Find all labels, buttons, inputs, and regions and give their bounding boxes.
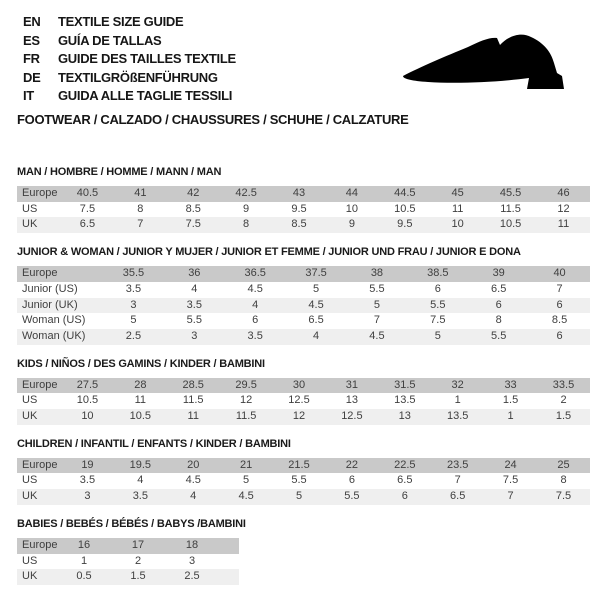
size-value: 5.5 — [430, 298, 446, 311]
size-value: 28.5 — [182, 378, 204, 391]
size-value: 45.5 — [499, 187, 522, 199]
size-value: 3.5 — [132, 490, 148, 503]
size-value: 3 — [84, 490, 91, 503]
size-value: 5.5 — [491, 329, 507, 342]
size-value: 4 — [137, 474, 144, 487]
language-code: IT — [23, 88, 34, 103]
size-value: 4.5 — [185, 474, 201, 487]
size-value: 4.5 — [247, 282, 263, 295]
size-value: 2.5 — [184, 570, 200, 583]
section-title: MAN / HOMBRE / HOMME / MANN / MAN — [17, 166, 222, 178]
table-row — [17, 202, 590, 218]
size-value: 5.5 — [186, 314, 202, 327]
language-code: ES — [23, 32, 40, 48]
size-value: 11.5 — [182, 394, 204, 407]
size-value: 10.5 — [76, 394, 99, 407]
size-value: 3.5 — [79, 474, 96, 487]
size-value: 12 — [292, 410, 306, 423]
size-value: 8 — [495, 314, 502, 327]
language-line — [23, 50, 236, 69]
row-label: Europe — [22, 458, 58, 471]
size-value: 5 — [295, 490, 303, 503]
size-value: 11 — [187, 410, 199, 423]
size-table-children — [17, 458, 590, 505]
row-label: Europe — [22, 187, 58, 199]
size-value: 4.5 — [369, 329, 385, 342]
table-row — [17, 282, 590, 298]
size-value: 6 — [252, 314, 259, 327]
size-table-junior-woman — [17, 266, 590, 345]
table-row — [17, 217, 590, 233]
size-value: 33.5 — [552, 378, 575, 391]
size-value: 21.5 — [288, 458, 310, 471]
spacer-cell — [219, 569, 239, 585]
category-title: FOOTWEAR / CALZADO / CHAUSSURES / SCHUHE / CALZATURE — [17, 112, 409, 127]
table-row — [17, 458, 590, 474]
size-value: 37.5 — [305, 267, 327, 280]
size-value: 4 — [313, 329, 320, 342]
size-table-babies — [17, 538, 239, 585]
size-value: 4 — [191, 282, 198, 295]
size-value: 7.5 — [555, 490, 572, 503]
size-value: 8 — [560, 474, 567, 487]
size-value: 12 — [239, 394, 253, 407]
size-value: 3 — [191, 329, 198, 342]
size-value: 31.5 — [394, 378, 416, 391]
size-value: 1 — [507, 410, 514, 423]
size-value: 7 — [137, 218, 144, 231]
size-value: 44.5 — [394, 187, 416, 199]
table-row — [17, 313, 590, 329]
size-value: 12.5 — [341, 410, 363, 423]
row-label: Europe — [22, 267, 58, 280]
section-title: BABIES / BEBÉS / BÉBÉS / BABYS /BAMBINI — [17, 517, 246, 530]
size-value: 6.5 — [397, 474, 413, 487]
table-row — [17, 329, 590, 345]
size-value: 10.5 — [129, 410, 152, 423]
dress-shoe-icon — [396, 30, 580, 96]
size-value: 2 — [560, 394, 567, 407]
language-code: FR — [23, 51, 40, 66]
size-value: 2 — [134, 554, 142, 567]
row-label: Woman (US) — [22, 314, 86, 327]
size-value: 41 — [134, 187, 147, 199]
size-value: 11.5 — [500, 202, 521, 215]
size-value: 5.5 — [344, 490, 360, 503]
language-label: GUIDA ALLE TAGLIE TESSILI — [58, 88, 233, 103]
section-title: KIDS / NIÑOS / DES GAMINS / KINDER / BAMBINI — [17, 357, 265, 370]
size-value: 4 — [190, 490, 197, 503]
size-value: 9 — [348, 218, 355, 231]
size-value: 8.5 — [551, 314, 568, 327]
table-row — [17, 409, 590, 425]
size-value: 35.5 — [122, 267, 145, 280]
row-label: US — [22, 394, 38, 407]
size-value: 18 — [185, 538, 199, 551]
table-row — [17, 393, 590, 409]
row-label: Junior (US) — [22, 282, 78, 295]
size-value: 10.5 — [499, 218, 522, 231]
size-value: 7.5 — [430, 314, 446, 327]
row-label: US — [22, 554, 38, 567]
size-value: 2.5 — [125, 329, 142, 342]
table-row — [17, 569, 239, 585]
size-value: 38 — [370, 267, 384, 280]
size-value: 10 — [81, 410, 94, 423]
size-table-kids — [17, 378, 590, 425]
size-value: 7 — [454, 474, 461, 487]
size-value: 38.5 — [427, 267, 449, 280]
size-value: 7 — [373, 314, 380, 327]
size-value: 1.5 — [130, 570, 146, 583]
size-section-kids — [17, 358, 590, 425]
row-label: UK — [22, 570, 38, 583]
table-row — [17, 489, 590, 505]
size-value: 7 — [556, 282, 563, 295]
size-value: 36 — [188, 267, 201, 280]
size-value: 36.5 — [244, 267, 266, 280]
size-value: 11.5 — [235, 410, 257, 423]
language-label: GUIDE DES TAILLES TEXTILE — [58, 51, 236, 66]
section-title: CHILDREN / INFANTIL / ENFANTS / KINDER / BAMBINI — [17, 437, 291, 450]
size-value: 8 — [243, 218, 250, 231]
size-value: 8 — [137, 202, 144, 215]
row-label: UK — [22, 490, 38, 503]
size-value: 17 — [131, 538, 145, 551]
size-value: 3.5 — [186, 298, 202, 311]
size-value: 11 — [557, 218, 570, 231]
size-value: 9 — [243, 202, 250, 215]
size-value: 1 — [454, 394, 461, 407]
size-value: 13 — [398, 410, 411, 423]
size-value: 4.5 — [308, 298, 324, 311]
size-value: 22.5 — [394, 458, 416, 471]
size-value: 3 — [188, 554, 196, 567]
row-label: UK — [22, 410, 38, 423]
size-value: 28 — [134, 378, 147, 391]
language-line — [23, 13, 236, 32]
size-value: 40 — [553, 267, 566, 280]
size-value: 5 — [313, 282, 320, 295]
size-value: 7.5 — [79, 202, 96, 215]
size-value: 6 — [348, 474, 355, 487]
size-value: 1.5 — [502, 394, 519, 407]
language-label: TEXTILGRÖßENFÜHRUNG — [58, 69, 218, 85]
size-value: 6 — [401, 490, 408, 503]
size-value: 5.5 — [369, 282, 385, 295]
spacer-cell — [219, 554, 239, 570]
size-value: 25 — [557, 458, 570, 471]
language-label: TEXTILE SIZE GUIDE — [58, 14, 184, 29]
table-row — [17, 554, 239, 570]
size-value: 13.5 — [394, 394, 416, 407]
size-value: 11 — [451, 202, 464, 215]
language-line — [23, 87, 236, 106]
size-value: 6.5 — [450, 490, 466, 503]
size-value: 13 — [345, 394, 359, 407]
size-value: 42 — [187, 187, 200, 199]
row-label: Europe — [22, 378, 58, 391]
row-label: UK — [22, 218, 38, 231]
size-table-man — [17, 186, 590, 233]
size-value: 10 — [451, 218, 464, 231]
table-row — [17, 473, 590, 489]
size-value: 6 — [434, 282, 441, 295]
size-value: 7 — [507, 490, 514, 503]
size-value: 3.5 — [125, 282, 142, 295]
size-value: 10.5 — [394, 202, 416, 215]
size-value: 32 — [451, 378, 464, 391]
size-value: 45 — [451, 187, 464, 199]
size-value: 22 — [345, 458, 359, 471]
row-label: Europe — [22, 538, 57, 551]
table-row — [17, 186, 590, 202]
size-value: 6 — [556, 298, 563, 311]
size-value: 46 — [557, 187, 570, 199]
language-line — [23, 69, 236, 88]
size-sections — [17, 166, 590, 598]
size-value: 6 — [495, 298, 502, 311]
table-row — [17, 378, 590, 394]
size-value: 23.5 — [446, 458, 469, 471]
size-value: 5 — [130, 314, 137, 327]
size-value: 19.5 — [129, 458, 152, 471]
size-value: 6.5 — [491, 282, 507, 295]
size-value: 8.5 — [291, 218, 307, 231]
row-label: US — [22, 474, 38, 487]
size-value: 6.5 — [308, 314, 324, 327]
language-line — [23, 32, 236, 51]
size-value: 4 — [252, 298, 259, 311]
table-row — [17, 298, 590, 314]
size-value: 24 — [504, 458, 517, 471]
size-value: 43 — [292, 187, 306, 199]
size-value: 9.5 — [397, 218, 413, 231]
size-value: 0.5 — [76, 570, 92, 583]
size-value: 8.5 — [185, 202, 201, 215]
table-row — [17, 538, 239, 554]
language-list — [23, 13, 236, 106]
row-label: Woman (UK) — [22, 329, 86, 342]
size-value: 31 — [345, 378, 359, 391]
size-value: 30 — [292, 378, 306, 391]
size-value: 39 — [492, 267, 505, 280]
size-value: 3 — [130, 298, 137, 311]
size-value: 21 — [239, 458, 253, 471]
size-section-children — [17, 438, 590, 505]
size-value: 1 — [80, 554, 88, 567]
size-value: 7.5 — [502, 474, 519, 487]
size-value: 29.5 — [235, 378, 257, 391]
size-value: 6 — [556, 329, 563, 342]
size-value: 27.5 — [76, 378, 99, 391]
size-value: 33 — [504, 378, 517, 391]
section-title: JUNIOR & WOMAN / JUNIOR Y MUJER / JUNIOR ET FEMME / JUNIOR UND FRAU / JUNIOR E DONA — [17, 246, 521, 259]
size-value: 6.5 — [79, 218, 96, 231]
size-section-man — [17, 166, 590, 233]
row-label: US — [22, 202, 38, 215]
size-value: 3.5 — [247, 329, 263, 342]
size-value: 5 — [434, 329, 441, 342]
size-value: 5 — [243, 474, 250, 487]
size-value: 19 — [81, 458, 94, 471]
size-section-babies — [17, 518, 590, 585]
size-value: 13.5 — [446, 410, 469, 423]
size-value: 10 — [345, 202, 359, 215]
size-value: 20 — [187, 458, 200, 471]
size-value: 11 — [134, 394, 147, 407]
language-label: GUÍA DE TALLAS — [58, 32, 162, 48]
size-section-junior-woman — [17, 246, 590, 345]
size-value: 7.5 — [185, 218, 201, 231]
table-row — [17, 266, 590, 282]
size-value: 12.5 — [288, 394, 310, 407]
size-value: 5.5 — [291, 474, 307, 487]
size-value: 1.5 — [555, 410, 572, 423]
spacer-cell — [219, 538, 239, 554]
size-value: 5 — [373, 298, 380, 311]
size-value: 40.5 — [76, 187, 99, 199]
row-label: Junior (UK) — [22, 298, 78, 311]
size-value: 4.5 — [238, 490, 254, 503]
size-value: 42.5 — [235, 187, 257, 199]
language-code: DE — [23, 69, 41, 85]
size-value: 9.5 — [291, 202, 307, 215]
size-value: 44 — [345, 187, 359, 199]
size-value: 16 — [77, 538, 91, 551]
size-value: 12 — [557, 202, 570, 215]
language-code: EN — [23, 14, 41, 29]
